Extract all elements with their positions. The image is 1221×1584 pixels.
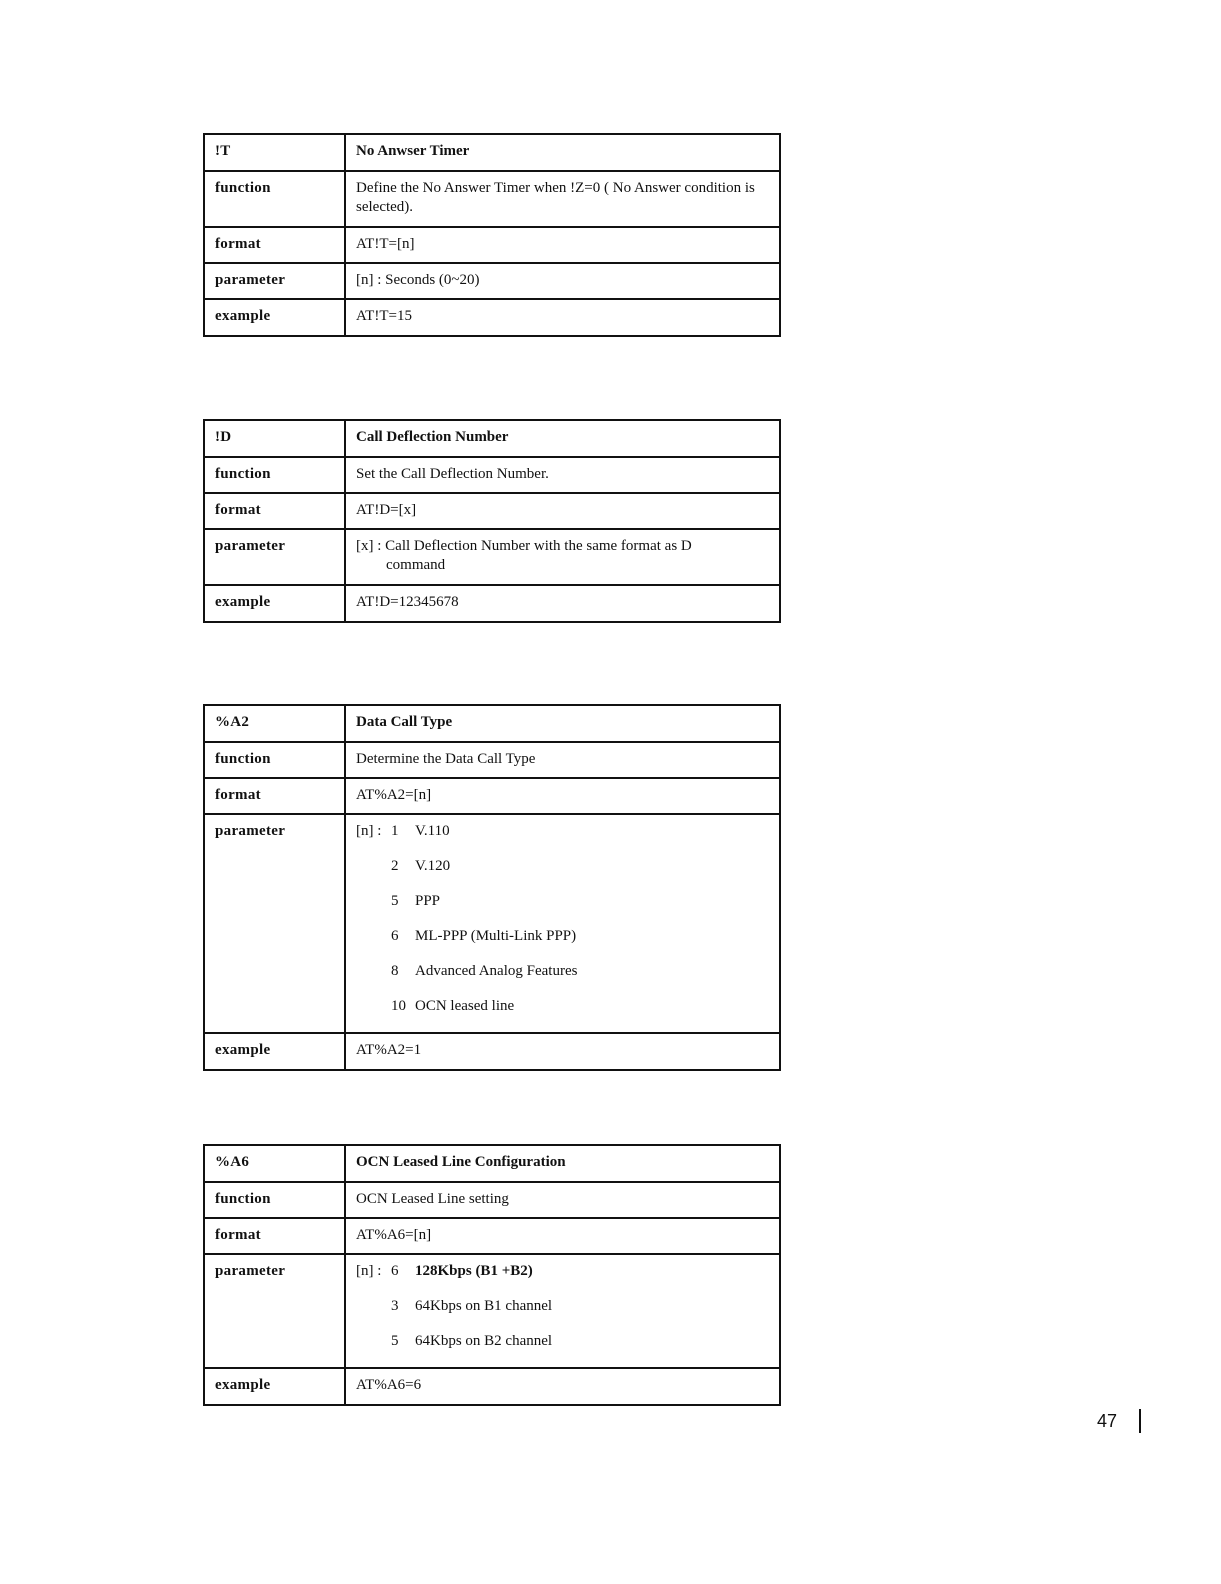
parameter-label: parameter	[204, 1254, 345, 1368]
format-value: AT!D=[x]	[345, 493, 780, 529]
function-value: Determine the Data Call Type	[345, 742, 780, 778]
parameter-label: parameter	[204, 814, 345, 1033]
command-name: !T	[204, 134, 345, 171]
option-text: Advanced Analog Features	[415, 963, 578, 979]
parameter-option	[356, 927, 769, 962]
parameter-line: command	[386, 557, 446, 573]
command-table-t	[203, 133, 781, 337]
function-value: Define the No Answer Timer when !Z=0 ( No Answer condition is selected).	[345, 171, 780, 227]
command-table-d	[203, 419, 781, 623]
format-value: AT%A2=[n]	[345, 778, 780, 814]
example-label: example	[204, 1033, 345, 1070]
command-name: %A6	[204, 1145, 345, 1182]
option-text: OCN leased line	[415, 998, 515, 1014]
format-value: AT%A6=[n]	[345, 1218, 780, 1254]
parameter-prefix: [n] :	[356, 1263, 382, 1279]
format-label: format	[204, 778, 345, 814]
page-number-divider	[1139, 1409, 1141, 1433]
format-label: format	[204, 227, 345, 263]
function-label: function	[204, 1182, 345, 1218]
option-number: 10	[391, 998, 406, 1014]
parameter-options	[345, 1254, 780, 1368]
parameter-option	[356, 1297, 769, 1332]
function-label: function	[204, 742, 345, 778]
option-text: 128Kbps (B1 +B2)	[415, 1263, 533, 1279]
option-text: PPP	[415, 893, 441, 909]
parameter-value: [n] : Seconds (0~20)	[345, 263, 780, 299]
command-name: !D	[204, 420, 345, 457]
command-title: OCN Leased Line Configuration	[345, 1145, 780, 1182]
parameter-options	[345, 814, 780, 1033]
option-number: 6	[391, 928, 399, 944]
example-value: AT!T=15	[345, 299, 780, 336]
option-number: 5	[391, 1333, 399, 1349]
example-label: example	[204, 299, 345, 336]
command-table-a6	[203, 1144, 781, 1406]
parameter-option	[356, 892, 769, 927]
parameter-option	[356, 1332, 769, 1367]
format-value: AT!T=[n]	[345, 227, 780, 263]
example-value: AT!D=12345678	[345, 585, 780, 622]
parameter-option	[356, 857, 769, 892]
command-name: %A2	[204, 705, 345, 742]
parameter-line: [x] : Call Deflection Number with the same format as D	[356, 538, 692, 554]
option-number: 6	[391, 1263, 399, 1279]
format-label: format	[204, 1218, 345, 1254]
parameter-option	[356, 1262, 769, 1297]
format-label: format	[204, 493, 345, 529]
option-number: 2	[391, 858, 399, 874]
parameter-option	[356, 997, 769, 1032]
function-label: function	[204, 171, 345, 227]
command-table-a2	[203, 704, 781, 1071]
option-text: 64Kbps on B2 channel	[415, 1333, 553, 1349]
example-value: AT%A6=6	[345, 1368, 780, 1405]
command-title: Data Call Type	[345, 705, 780, 742]
option-number: 1	[391, 823, 399, 839]
example-label: example	[204, 585, 345, 622]
page-number: 47	[1097, 1411, 1118, 1431]
function-value: Set the Call Deflection Number.	[345, 457, 780, 493]
example-label: example	[204, 1368, 345, 1405]
function-value: OCN Leased Line setting	[345, 1182, 780, 1218]
option-text: ML-PPP (Multi-Link PPP)	[415, 928, 577, 944]
example-value: AT%A2=1	[345, 1033, 780, 1070]
option-text: V.110	[415, 823, 450, 839]
option-number: 5	[391, 893, 399, 909]
option-number: 8	[391, 963, 399, 979]
parameter-value	[345, 529, 780, 585]
function-label: function	[204, 457, 345, 493]
option-number: 3	[391, 1298, 399, 1314]
option-text: V.120	[415, 858, 451, 874]
parameter-option	[356, 822, 769, 857]
parameter-label: parameter	[204, 263, 345, 299]
command-title: Call Deflection Number	[345, 420, 780, 457]
parameter-option	[356, 962, 769, 997]
parameter-prefix: [n] :	[356, 823, 382, 839]
option-text: 64Kbps on B1 channel	[415, 1298, 553, 1314]
command-title: No Anwser Timer	[345, 134, 780, 171]
parameter-label: parameter	[204, 529, 345, 585]
